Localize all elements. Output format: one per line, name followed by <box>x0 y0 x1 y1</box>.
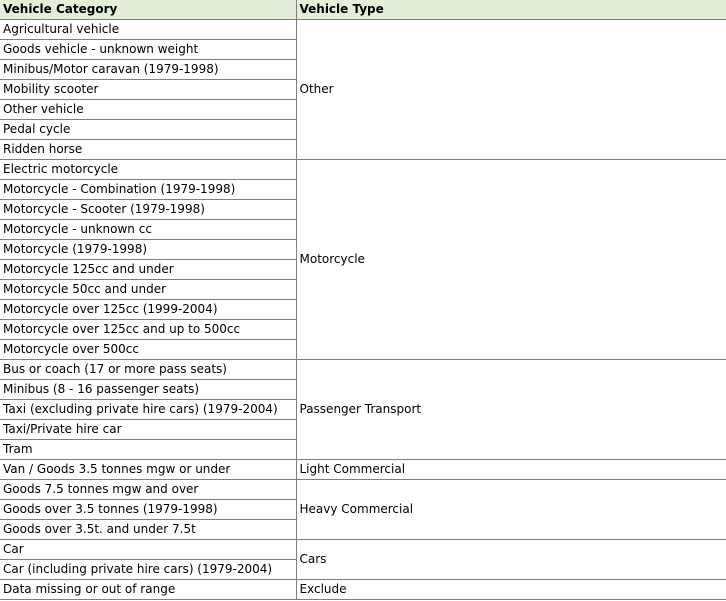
table-row <box>0 20 726 40</box>
vehicle-category-cell[interactable]: Taxi/Private hire car <box>0 420 296 440</box>
table-row <box>0 580 726 600</box>
vehicle-category-cell[interactable]: Car (including private hire cars) (1979-2004) <box>0 560 296 580</box>
vehicle-type-cell[interactable]: Light Commercial <box>296 460 726 480</box>
vehicle-type-cell[interactable]: Cars <box>296 540 726 580</box>
vehicle-category-cell[interactable]: Motorcycle 50cc and under <box>0 280 296 300</box>
vehicle-type-cell[interactable]: Other <box>296 20 726 160</box>
vehicle-category-cell[interactable]: Motorcycle - Combination (1979-1998) <box>0 180 296 200</box>
vehicle-category-cell[interactable]: Goods over 3.5t. and under 7.5t <box>0 520 296 540</box>
vehicle-category-cell[interactable]: Motorcycle over 500cc <box>0 340 296 360</box>
table-row <box>0 480 726 500</box>
vehicle-type-cell[interactable]: Exclude <box>296 580 726 600</box>
vehicle-category-cell[interactable]: Van / Goods 3.5 tonnes mgw or under <box>0 460 296 480</box>
vehicle-category-cell[interactable]: Motorcycle - Scooter (1979-1998) <box>0 200 296 220</box>
vehicle-category-cell[interactable]: Taxi (excluding private hire cars) (1979-2004) <box>0 400 296 420</box>
vehicle-type-cell[interactable]: Motorcycle <box>296 160 726 360</box>
header-row <box>0 0 726 20</box>
vehicle-category-cell[interactable]: Motorcycle over 125cc and up to 500cc <box>0 320 296 340</box>
table-body <box>0 20 726 600</box>
table-row <box>0 160 726 180</box>
vehicle-type-cell[interactable]: Heavy Commercial <box>296 480 726 540</box>
vehicle-category-cell[interactable]: Other vehicle <box>0 100 296 120</box>
vehicle-category-cell[interactable]: Data missing or out of range <box>0 580 296 600</box>
vehicle-type-cell[interactable]: Passenger Transport <box>296 360 726 460</box>
vehicle-category-cell[interactable]: Minibus (8 - 16 passenger seats) <box>0 380 296 400</box>
vehicle-category-cell[interactable]: Goods over 3.5 tonnes (1979-1998) <box>0 500 296 520</box>
vehicle-category-cell[interactable]: Bus or coach (17 or more pass seats) <box>0 360 296 380</box>
vehicle-category-cell[interactable]: Mobility scooter <box>0 80 296 100</box>
vehicle-category-cell[interactable]: Ridden horse <box>0 140 296 160</box>
vehicle-category-cell[interactable]: Motorcycle (1979-1998) <box>0 240 296 260</box>
table-row <box>0 460 726 480</box>
vehicle-category-cell[interactable]: Electric motorcycle <box>0 160 296 180</box>
header-vehicle-category[interactable]: Vehicle Category <box>0 0 296 20</box>
table-row <box>0 540 726 560</box>
table-row <box>0 360 726 380</box>
vehicle-category-cell[interactable]: Goods 7.5 tonnes mgw and over <box>0 480 296 500</box>
vehicle-category-cell[interactable]: Agricultural vehicle <box>0 20 296 40</box>
vehicle-category-cell[interactable]: Motorcycle - unknown cc <box>0 220 296 240</box>
vehicle-category-cell[interactable]: Tram <box>0 440 296 460</box>
vehicle-category-cell[interactable]: Motorcycle 125cc and under <box>0 260 296 280</box>
vehicle-category-cell[interactable]: Minibus/Motor caravan (1979-1998) <box>0 60 296 80</box>
vehicle-category-cell[interactable]: Goods vehicle - unknown weight <box>0 40 296 60</box>
header-vehicle-type[interactable]: Vehicle Type <box>296 0 726 20</box>
vehicle-category-cell[interactable]: Motorcycle over 125cc (1999-2004) <box>0 300 296 320</box>
vehicle-category-cell[interactable]: Pedal cycle <box>0 120 296 140</box>
vehicle-category-cell[interactable]: Car <box>0 540 296 560</box>
